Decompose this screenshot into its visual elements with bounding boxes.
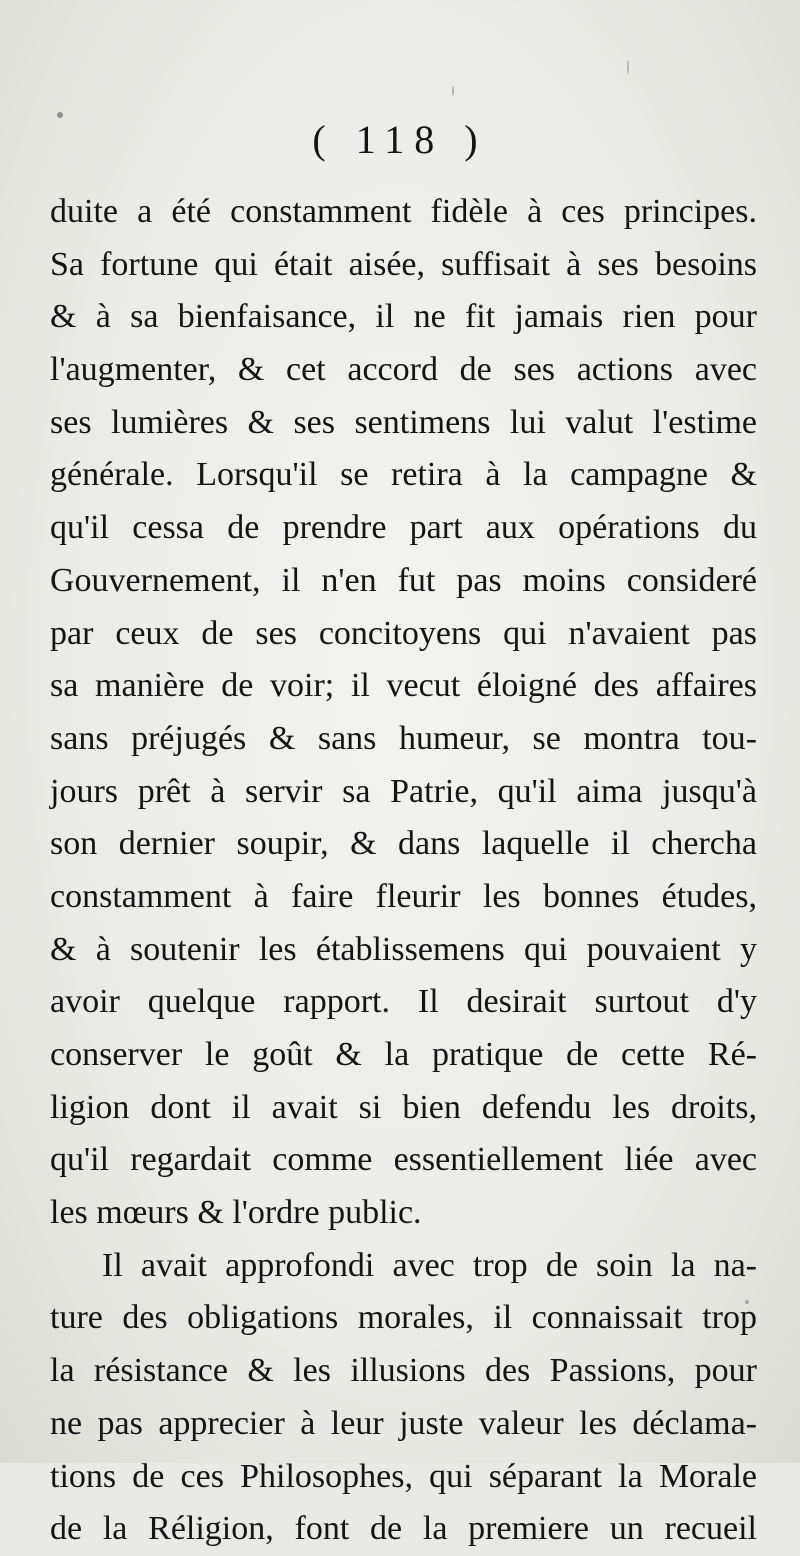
text-line: ses lumières & ses sentimens lui valut l'estime bbox=[50, 403, 757, 441]
text-line: la résistance & les illusions des Passions, pour bbox=[50, 1352, 757, 1390]
text-line: tions de ces Philosophes, qui séparant la Morale bbox=[50, 1457, 757, 1495]
text-line: conserver le goût & la pratique de cette Ré- bbox=[50, 1036, 757, 1073]
text-line: qu'il cessa de prendre part aux opérations du bbox=[50, 509, 757, 547]
text-line: duite a été constamment fidèle à ces principes. bbox=[50, 193, 757, 230]
ink-speck bbox=[452, 86, 454, 96]
ink-speck bbox=[627, 60, 629, 74]
text-line: son dernier soupir, & dans laquelle il chercha bbox=[50, 825, 757, 863]
text-line: qu'il regardait comme essentiellement liée avec bbox=[50, 1141, 757, 1179]
text-line: générale. Lorsqu'il se retira à la campagne & bbox=[50, 456, 757, 494]
text-line: sa manière de voir; il vecut éloigné des affaires bbox=[50, 667, 757, 705]
text-line: constamment à faire fleurir les bonnes études, bbox=[50, 877, 757, 915]
text-line: sans préjugés & sans humeur, se montra tou- bbox=[50, 719, 757, 757]
text-line: & à soutenir les établissemens qui pouvaient y bbox=[50, 930, 757, 968]
text-line: de la Réligion, font de la premiere un recueil bbox=[50, 1510, 757, 1548]
text-line: avoir quelque rapport. Il desirait surtout d'y bbox=[50, 983, 757, 1021]
body-text bbox=[50, 186, 757, 1556]
text-line: Sa fortune qui était aisée, suffisait à ses besoins bbox=[50, 245, 757, 283]
text-line: l'augmenter, & cet accord de ses actions avec bbox=[50, 351, 757, 389]
text-line: & à sa bienfaisance, il ne fit jamais rien pour bbox=[50, 298, 757, 336]
page-number: ( 118 ) bbox=[312, 117, 488, 162]
text-line: Gouvernement, il n'en fut pas moins consideré bbox=[50, 561, 757, 599]
text-line: jours prêt à servir sa Patrie, qu'il aima jusqu'à bbox=[50, 772, 757, 810]
paragraph-start-line: Il avait approfondi avec trop de soin la na- bbox=[102, 1246, 757, 1284]
text-line: ne pas apprecier à leur juste valeur les déclama- bbox=[50, 1404, 757, 1442]
text-line: ture des obligations morales, il connaissait trop bbox=[50, 1299, 757, 1337]
paragraph-end-line: les mœurs & l'ordre public. bbox=[50, 1194, 422, 1232]
text-line: par ceux de ses concitoyens qui n'avaient pas bbox=[50, 614, 757, 652]
text-line: ligion dont il avait si bien defendu les droits, bbox=[50, 1088, 757, 1126]
